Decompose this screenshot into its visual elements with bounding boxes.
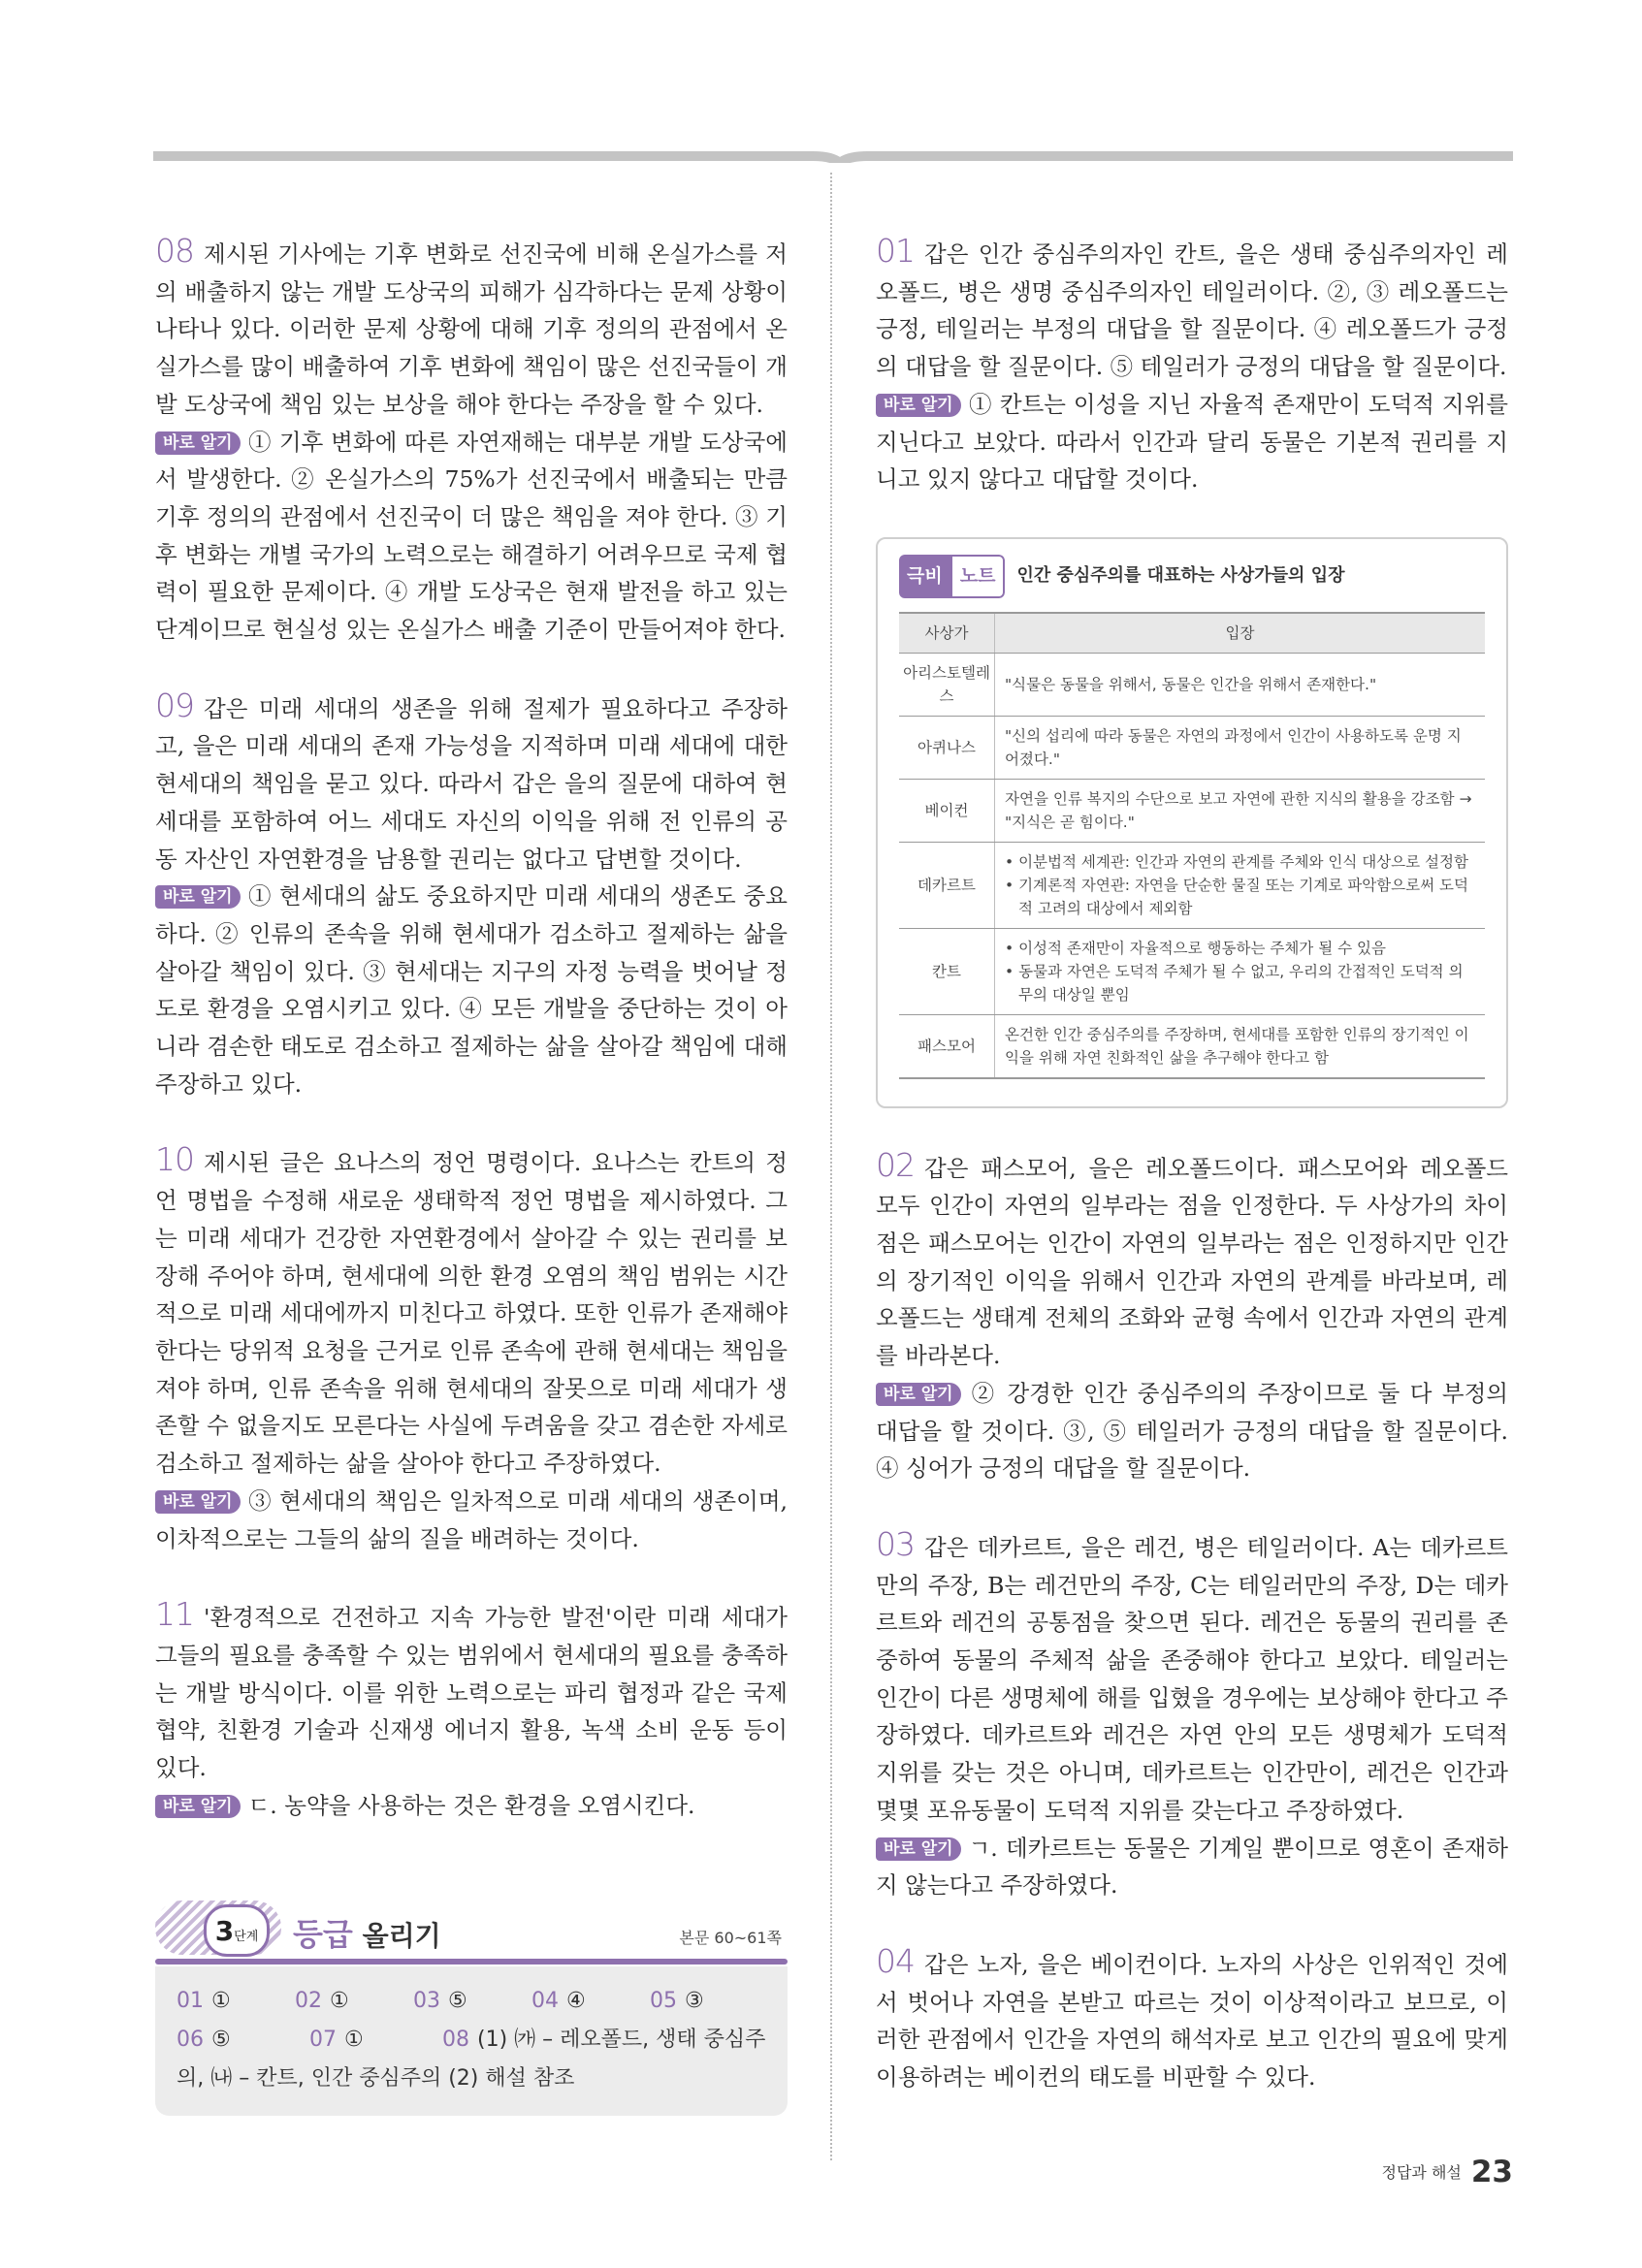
thinker-name: 칸트 xyxy=(899,928,995,1014)
correction-text: ② 강경한 인간 중심주의의 주장이므로 둘 다 부정의 대답을 할 것이다. ③, ⑤ 테일러가 긍정의 대답을 할 질문이다. ④ 싱어가 긍정의 대답을 할 질문이다. xyxy=(876,1379,1508,1483)
question-number: 04 xyxy=(876,1941,915,1980)
question-number: 03 xyxy=(876,1524,915,1563)
explanation-text: 갑은 미래 세대의 생존을 위해 절제가 필요하다고 주장하고, 을은 미래 세대의 존재 가능성을 지적하며 미래 세대에 대한 현세대의 책임을 묻고 있다. 따라서 갑은 을의 질문에 대하여 현세대를 포함하여 어느 세대도 자신의 이익을 위해 전 인류의 공동 자산인 자연환경을 남용할 권리는 없다고 답변할 것이다. xyxy=(155,694,788,873)
thinker-name: 패스모어 xyxy=(899,1014,995,1078)
thinker-position xyxy=(995,842,1486,928)
note-tag-a: 극비 xyxy=(899,555,950,598)
answer-01 xyxy=(177,1982,295,2021)
answer-number: 04 xyxy=(531,1989,559,2013)
note-tag-b: 노트 xyxy=(950,555,1006,598)
note-title: 인간 중심주의를 대표하는 사상가들의 입장 xyxy=(1016,564,1345,586)
answer-number: 07 xyxy=(309,2028,337,2052)
question-item-02 xyxy=(876,1147,1508,1487)
answer-08-continued: 의, ㈏ – 칸트, 인간 중심주의 (2) 해설 참조 xyxy=(177,2066,575,2091)
thinker-table xyxy=(899,612,1485,1079)
thinker-row xyxy=(899,842,1485,928)
answer-choice: ⑤ xyxy=(211,2028,231,2052)
position-line: • 동물과 자연은 도덕적 주체가 될 수 없고, 우리의 간접적인 도덕적 의무의 대상일 뿐임 xyxy=(1005,962,1464,1004)
answer-choice: ③ xyxy=(685,1989,704,2013)
question-item-03 xyxy=(876,1526,1508,1904)
thinker-row xyxy=(899,928,1485,1014)
thinker-row xyxy=(899,779,1485,842)
answer-06 xyxy=(177,2021,309,2060)
answer-choice: ① xyxy=(211,1989,231,2013)
question-item-04 xyxy=(876,1943,1508,2096)
note-tag xyxy=(899,555,1005,598)
correction-note xyxy=(876,1375,1508,1487)
correction-badge: 바로 알기 xyxy=(155,1490,241,1514)
correction-text: ① 현세대의 삶도 중요하지만 미래 세대의 생존도 중요하다. ② 인류의 존속을 위해 현세대가 검소하고 절제하는 삶을 살아갈 책임이 있다. ③ 현세대는 지구의 자정 능력을 벗어날 정도로 환경을 오염시키고 있다. ④ 모든 개발을 중단하는 것이 아니라 겸손한 태도로 검소하고 절제하는 삶을 살아갈 책임에 대해 주장하고 있다. xyxy=(155,882,788,1098)
correction-badge: 바로 알기 xyxy=(876,1837,961,1861)
answer-choice: ④ xyxy=(566,1989,586,2013)
question-item-01 xyxy=(876,233,1508,498)
thinker-row xyxy=(899,653,1485,716)
answer-08 xyxy=(442,2021,765,2060)
explanation-text: 갑은 데카르트, 을은 레건, 병은 테일러이다. A는 데카르트만의 주장, B는 레건만의 주장, C는 테일러만의 주장, D는 데카르트와 레건의 공통점을 찾으면 된다. 레건은 동물의 권리를 존중하여 동물의 주체적 삶을 존중해야 한다고 보았다. 테일러는 인간이 다른 생명체에 해를 입혔을 경우에는 보상해야 한다고 주장하였다. 데카르트와 레건은 자연 안의 모든 생명체가 도덕적 지위를 갖는 것은 아니며, 데카르트는 인간만이, 레건은 인간과 몇몇 포유동물이 도덕적 지위를 갖는다고 주장하였다. xyxy=(876,1533,1508,1824)
correction-badge: 바로 알기 xyxy=(155,431,241,455)
answer-05 xyxy=(650,1982,768,2021)
thinker-name: 베이컨 xyxy=(899,779,995,842)
correction-badge: 바로 알기 xyxy=(155,1795,241,1818)
question-explanation xyxy=(876,1526,1508,1830)
correction-text: ① 칸트는 이성을 지닌 자율적 존재만이 도덕적 지위를 지닌다고 보았다. 따라서 인간과 달리 동물은 기본적 권리를 지니고 있지 않다고 대답할 것이다. xyxy=(876,390,1508,494)
thinker-row xyxy=(899,1014,1485,1078)
answer-08-number: 08 xyxy=(442,2028,469,2052)
question-explanation xyxy=(155,1141,788,1482)
thinker-position xyxy=(995,928,1486,1014)
question-number: 08 xyxy=(155,232,194,270)
thinker-name: 아리스토텔레스 xyxy=(899,653,995,716)
thinker-name: 데카르트 xyxy=(899,842,995,928)
question-item-09 xyxy=(155,687,788,1103)
step-badge xyxy=(204,1904,270,1957)
grade-underline xyxy=(155,1959,788,1965)
thinker-position xyxy=(995,653,1486,716)
answer-choice: ⑤ xyxy=(448,1989,467,2013)
position-line: • 기계론적 자연관: 자연을 단순한 물질 또는 기계로 파악함으로써 도덕적 고려의 대상에서 제외함 xyxy=(1005,876,1468,917)
question-item-10 xyxy=(155,1141,788,1557)
correction-note xyxy=(155,878,788,1102)
page-number: 23 xyxy=(1470,2155,1513,2189)
correction-text: ㄷ. 농약을 사용하는 것은 환경을 오염시킨다. xyxy=(247,1791,695,1819)
column-divider xyxy=(830,173,832,2160)
answer-choice: ① xyxy=(344,2028,364,2052)
explanation-text: 갑은 인간 중심주의자인 칸트, 을은 생태 중심주의자인 레오폴드, 병은 생명 중심주의자인 테일러이다. ②, ③ 레오폴드는 긍정, 테일러는 부정의 대답을 할 질문이다. ④ 레오폴드가 긍정의 대답을 할 질문이다. ⑤ 테일러가 긍정의 대답을 할 질문이다. xyxy=(876,240,1508,381)
note-box xyxy=(876,537,1508,1108)
answer-key xyxy=(155,1966,788,2116)
question-explanation xyxy=(876,1147,1508,1375)
question-number: 02 xyxy=(876,1145,915,1184)
answer-choice: ① xyxy=(330,1989,349,2013)
correction-badge: 바로 알기 xyxy=(876,394,961,417)
correction-badge: 바로 알기 xyxy=(876,1383,961,1406)
grade-title-highlight: 등급 xyxy=(293,1916,353,1953)
question-number: 01 xyxy=(876,232,915,270)
correction-note xyxy=(155,424,788,649)
step-suffix: 단계 xyxy=(234,1929,259,1944)
thinker-row xyxy=(899,716,1485,779)
correction-text: ㄱ. 데카르트는 동물은 기계일 뿐이므로 영혼이 존재하지 않는다고 주장하였다. xyxy=(876,1834,1508,1900)
answer-number: 01 xyxy=(177,1989,204,2013)
question-explanation xyxy=(155,233,788,424)
answer-number: 06 xyxy=(177,2028,204,2052)
answer-number: 05 xyxy=(650,1989,677,2013)
correction-note xyxy=(876,386,1508,498)
thinker-position xyxy=(995,779,1486,842)
answer-number: 02 xyxy=(295,1989,322,2013)
right-column xyxy=(876,233,1508,2135)
page-reference: 본문 60~61쪽 xyxy=(679,1929,782,1947)
position-line: • 이성적 존재만이 자율적으로 행동하는 주체가 될 수 있음 xyxy=(1005,939,1386,957)
explanation-text: 제시된 글은 요나스의 정언 명령이다. 요나스는 칸트의 정언 명법을 수정해 새로운 생태학적 정언 명법을 제시하였다. 그는 미래 세대가 건강한 자연환경에서 살아갈 수 있는 권리를 보장해 주어야 하며, 현세대에 의한 환경 오염의 책임 범위는 시간적으로 미래 세대에까지 미친다고 하였다. 또한 인류가 존재해야 한다는 당위적 요청을 근거로 인류 존속에 관해 현세대는 책임을 져야 하며, 인류 존속을 위해 현세대의 잘못으로 미래 세대가 생존할 수 없을지도 모른다는 사실에 두려움을 갖고 겸손한 자세로 검소하고 절제하는 삶을 살아야 한다고 주장하였다. xyxy=(155,1149,788,1478)
answer-02 xyxy=(295,1982,413,2021)
position-line: 자연을 인류 복지의 수단으로 보고 자연에 관한 지식의 활용을 강조함 → "지식은 곧 힘이다." xyxy=(1005,789,1472,831)
question-explanation xyxy=(876,1943,1508,2096)
col-header-position: 입장 xyxy=(995,613,1486,654)
answer-04 xyxy=(531,1982,650,2021)
grade-title xyxy=(293,1910,441,1955)
footer-label: 정답과 해설 xyxy=(1381,2163,1462,2182)
explanation-text: 제시된 기사에는 기후 변화로 선진국에 비해 온실가스를 저의 배출하지 않는 개발 도상국의 피해가 심각하다는 문제 상황이 나타나 있다. 이러한 문제 상황에 대해 기후 정의의 관점에서 온실가스를 많이 배출하여 기후 변화에 책임이 많은 선진국들이 개발 도상국에 책임 있는 보상을 해야 한다는 주장을 할 수 있다. xyxy=(155,240,788,418)
explanation-text: 갑은 패스모어, 을은 레오폴드이다. 패스모어와 레오폴드 모두 인간이 자연의 일부라는 점을 인정한다. 두 사상가의 차이점은 패스모어는 인간이 자연의 일부라는 점은 인정하지만 인간의 장기적인 이익을 위해서 인간과 자연의 관계를 바라보며, 레오폴드는 생태계 전체의 조화와 균형 속에서 인간과 자연의 관계를 바라본다. xyxy=(876,1154,1508,1370)
thinker-position xyxy=(995,1014,1486,1078)
position-line: 온건한 인간 중심주의를 주장하며, 현세대를 포함한 인류의 장기적인 이익을 위해 자연 친화적인 삶을 추구해야 한다고 함 xyxy=(1005,1025,1469,1067)
correction-note xyxy=(876,1830,1508,1904)
answer-07 xyxy=(309,2021,442,2060)
position-line: "식물은 동물을 위해서, 동물은 인간을 위해서 존재한다." xyxy=(1005,675,1377,693)
explanation-text: 갑은 노자, 을은 베이컨이다. 노자의 사상은 인위적인 것에서 벗어나 자연을 본받고 따르는 것이 이상적이라고 보므로, 이러한 관점에서 인간을 자연의 해석자로 보고 인간의 필요에 맞게 이용하려는 베이컨의 태도를 비판할 수 있다. xyxy=(876,1950,1508,2092)
correction-text: ③ 현세대의 책임은 일차적으로 미래 세대의 생존이며, 이차적으로는 그들의 삶의 질을 배려하는 것이다. xyxy=(155,1486,788,1552)
correction-text: ① 기후 변화에 따른 자연재해는 대부분 개발 도상국에서 발생한다. ② 온실가스의 75%가 선진국에서 배출되는 만큼 기후 정의의 관점에서 선진국이 더 많은 책임을 져야 한다. ③ 기후 변화는 개별 국가의 노력으로는 해결하기 어려우므로 국제 협력이 필요한 문제이다. ④ 개발 도상국은 현재 발전을 하고 있는 단계이므로 현실성 있는 온실가스 배출 기준이 만들어져야 한다. xyxy=(155,428,788,644)
position-line: • 이분법적 세계관: 인간과 자연의 관계를 주체와 인식 대상으로 설정함 xyxy=(1005,852,1468,871)
answer-03 xyxy=(413,1982,531,2021)
step-number: 3 xyxy=(214,1914,235,1947)
question-explanation xyxy=(155,1596,788,1787)
col-header-thinker: 사상가 xyxy=(899,613,995,654)
correction-note xyxy=(155,1483,788,1557)
position-line: "신의 섭리에 따라 동물은 자연의 과정에서 인간이 사용하도록 운명 지어졌다." xyxy=(1005,726,1462,768)
question-item-08 xyxy=(155,233,788,649)
question-explanation xyxy=(876,233,1508,386)
page-footer xyxy=(1381,2155,1513,2189)
question-explanation xyxy=(155,687,788,878)
correction-badge: 바로 알기 xyxy=(155,885,241,909)
question-number: 10 xyxy=(155,1140,194,1179)
answer-number: 03 xyxy=(413,1989,440,2013)
answer-08-line1: (1) ㈎ – 레오폴드, 생태 중심주 xyxy=(477,2028,766,2052)
grade-box xyxy=(155,1901,788,2116)
question-number: 09 xyxy=(155,686,194,724)
question-item-11 xyxy=(155,1596,788,1824)
question-number: 11 xyxy=(155,1595,194,1634)
thinker-name: 아퀴나스 xyxy=(899,716,995,779)
thinker-position xyxy=(995,716,1486,779)
top-divider-bar xyxy=(153,149,1513,163)
explanation-text: '환경적으로 건전하고 지속 가능한 발전'이란 미래 세대가 그들의 필요를 충족할 수 있는 범위에서 현세대의 필요를 충족하는 개발 방식이다. 이를 위한 노력으로는 파리 협정과 같은 국제 협약, 친환경 기술과 신재생 에너지 활용, 녹색 소비 운동 등이 있다. xyxy=(155,1604,788,1782)
correction-note xyxy=(155,1787,788,1825)
grade-title-rest: 올리기 xyxy=(352,1920,441,1952)
left-column xyxy=(155,233,788,1863)
